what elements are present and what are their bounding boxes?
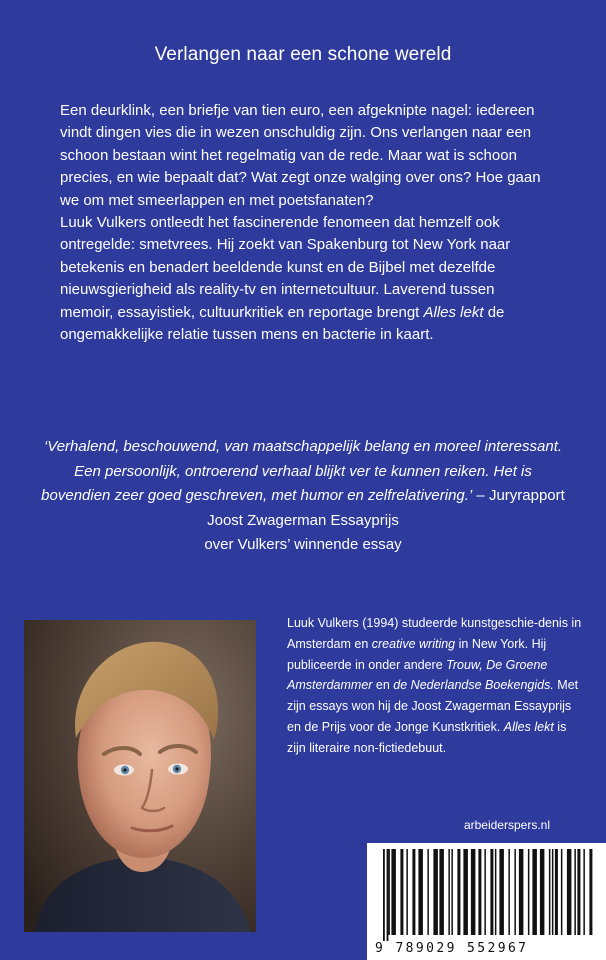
bio-italic-4: Alles lekt [503,719,554,734]
isbn-barcode [367,843,606,960]
barcode-bar [508,849,510,935]
barcode-bar [463,849,468,935]
barcode-bar [457,849,460,935]
bio-italic-1: creative writing [371,636,456,651]
barcode-bar [433,849,438,935]
barcode-bar [400,849,403,935]
barcode-bar [490,849,493,935]
barcode-bar [391,849,396,935]
publisher-website: arbeiderspers.nl [463,818,550,832]
barcode-bar [583,849,585,935]
barcode-bar [514,849,516,935]
cover-title: Verlangen naar een schone wereld [154,44,452,65]
barcode-bar [589,849,592,935]
barcode-bar [388,849,390,935]
book-title: Alles lekt [423,303,484,321]
blurb-paragraph-2 [60,212,550,346]
barcode-bar [574,849,576,935]
barcode-bar [387,849,389,941]
quote-text: ‘Verhalend, beschouwend, van maatschappelijk belang en moreel interessant. Een persoonlijk, ontroerend verhaal blijkt ver te kunnen reiken. Het is bovendien zeer goed geschreven, met humor en zelfrelativering.’ [41,438,563,504]
barcode-bar [555,849,558,935]
barcode-bar [532,849,537,935]
barcode-bar [406,849,408,935]
barcode-bar [528,849,530,935]
barcode-bar [451,849,453,935]
barcode-bar [567,849,572,935]
barcode-bars [367,843,606,943]
blurb [60,100,550,346]
isbn-digits: 9 789029 552967 [375,941,529,956]
author-photo [24,620,256,932]
barcode-bar [499,849,504,935]
blurb-text: Luuk Vulkers ontleedt het fascinerende fenomeen dat hemzelf ook ontregelde: smetvrees. Hij zoekt van Spakenburg tot New York naar betekenis en benadert beeldende kunst en de Bijbel met dezelfde nieuwsgierigheid als reality-tv en internetcultuur. Laverend tussen memoir, essayistiek, cultuurkritiek en reportage brengt [60,214,511,321]
blurb-text-end: de ongemakkelijke relatie tussen mens en bacterie in kaart. [60,303,505,344]
quote-attribution: – Juryrapport Joost Zwagerman Essayprijs [207,487,565,529]
barcode-bar [383,849,385,941]
bio-text-1: Luuk Vulkers (1994) studeerde kunstgeschie-denis in Amsterdam en [287,616,582,651]
barcode-bar [427,849,429,935]
barcode-bar [484,849,486,935]
barcode-bar [495,849,497,935]
bio-italic-3: de Nederlandse Boekengids. [393,678,554,693]
bio-text-2: in New York. Hij publiceerde in onder andere [287,636,547,672]
barcode-bar [471,849,476,935]
barcode-bar [540,849,545,935]
author-bio [287,613,587,759]
barcode-bar [577,849,580,935]
bio-text-3: en [372,678,394,693]
barcode-bar [478,849,481,935]
bio-text-5: is zijn literaire non-fictiedebuut. [287,719,567,755]
bio-text-4: Met zijn essays won hij de Joost Zwagerman Essayprijs en de Prijs voor de Jonge Kunstkritiek. [287,678,579,734]
barcode-bar [448,849,450,935]
bio-italic-2: Trouw, De Groene Amsterdammer [287,657,548,693]
barcode-bar [549,849,551,935]
barcode-bar [519,849,524,935]
barcode-bar [439,849,444,935]
jury-quote [40,435,566,558]
barcode-bar [552,849,554,935]
barcode-bar [561,849,563,935]
blurb-paragraph-1: Een deurklink, een briefje van tien euro, een afgeknipte nagel: iedereen vindt dingen vies die in wezen onschuldig zijn. Ons verlangen naar een schoon bestaan wint het regelmatig van de rede. Maar wat is schoon precies, en wie bepaalt dat? Wat zegt onze walging over ons? Hoe gaan we om met smeerlappen en met poetsfanaten? [60,102,541,209]
barcode-bar [418,849,423,935]
barcode-bar [412,849,415,935]
quote-attribution-line-2: over Vulkers’ winnende essay [204,536,402,553]
